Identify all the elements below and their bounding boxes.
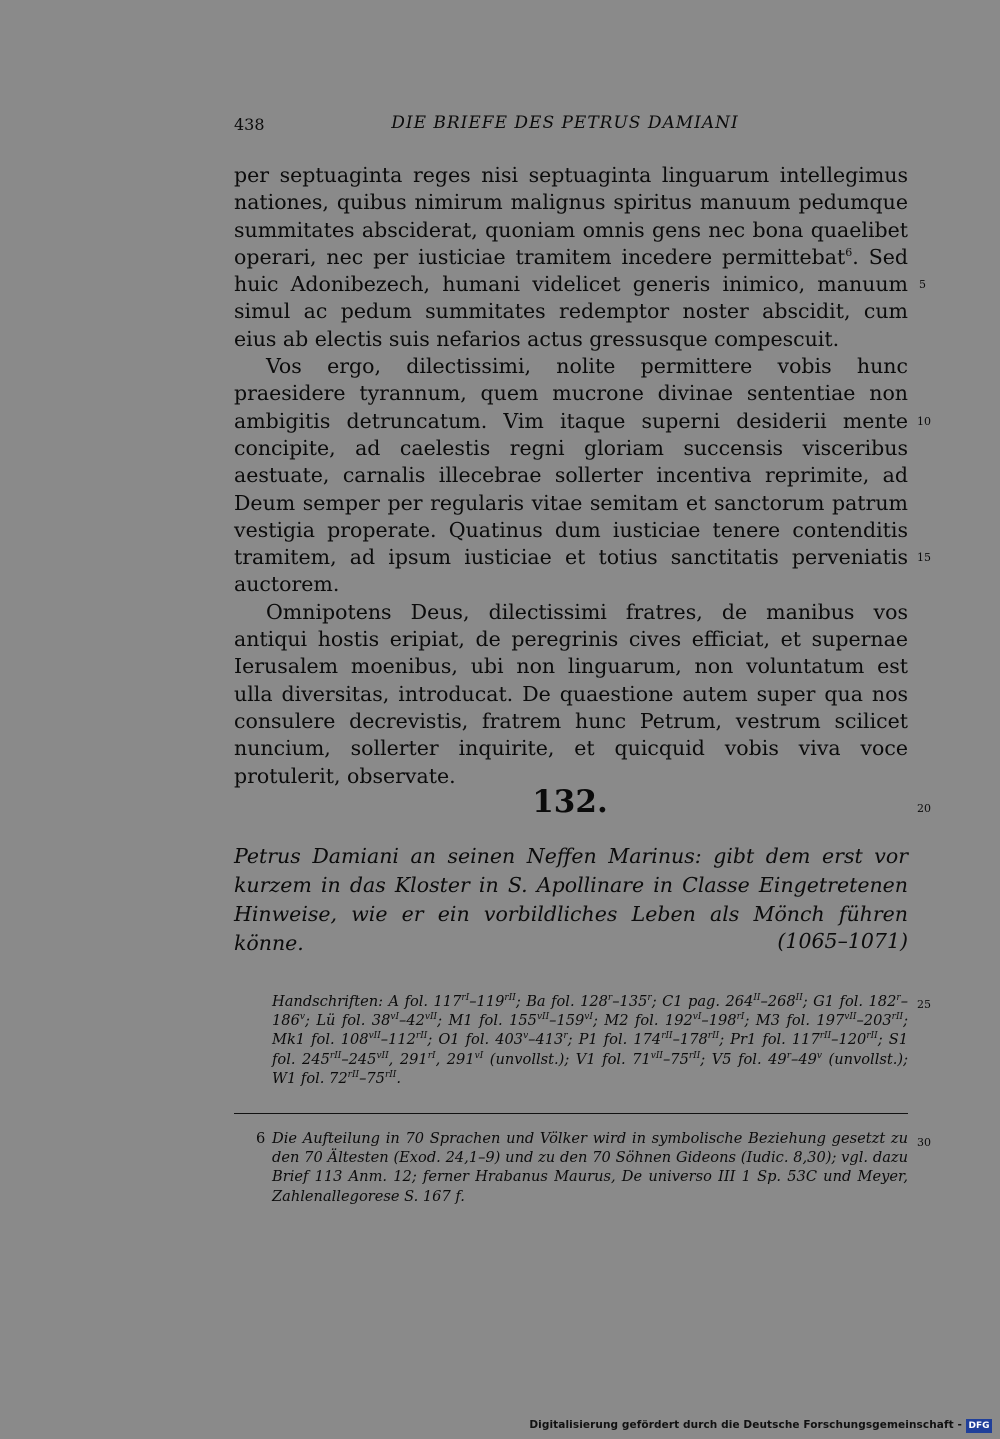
folio-side-superscript: rII (819, 1031, 832, 1042)
manuscript-text: ; Ba fol. 128 (515, 993, 608, 1010)
folio-side-superscript: vI (692, 1012, 702, 1023)
manuscript-text: ; G1 fol. 182 (802, 993, 897, 1010)
manuscript-text: –186 (272, 993, 908, 1030)
letter-date: (1065–1071) (777, 929, 908, 953)
manuscript-text: –159 (549, 1012, 585, 1030)
folio-side-superscript: r (786, 1050, 792, 1061)
folio-side-superscript: vII (424, 1012, 438, 1023)
manuscript-text: –120 (831, 1031, 867, 1049)
folio-side-superscript: vII (650, 1050, 663, 1061)
folio-side-superscript: II (753, 993, 761, 1004)
manuscript-text: –203 (856, 1012, 892, 1030)
paragraph-1 (234, 162, 908, 353)
line-number-5: 5 (919, 278, 926, 291)
paragraph-1-text: per septuaginta reges nisi septuaginta linguarum intellegimus nationes, quibus nimirum malignus spiritus manuum pedumque summitates absciderat, quoniam omnis gens nec bona quaelibet operari, nec per iusticiae tramitem incedere permittebat (234, 163, 908, 269)
line-number-25: 25 (917, 998, 931, 1011)
manuscript-text: –178 (672, 1031, 708, 1049)
folio-side-superscript: r (896, 993, 901, 1004)
manuscript-text: ; Mk1 fol. 108 (272, 1012, 908, 1049)
manuscript-text: –42 (399, 1012, 425, 1030)
manuscript-text: –112 (380, 1031, 416, 1049)
folio-side-superscript: rII (707, 1031, 720, 1042)
line-number-10: 10 (917, 415, 931, 428)
manuscript-text: –75 (359, 1069, 385, 1087)
dfg-logo: DFG (966, 1419, 992, 1433)
manuscript-text: –49 (791, 1050, 817, 1068)
folio-side-superscript: rII (504, 993, 516, 1004)
paragraph-3: Omnipotens Deus, dilectissimi fratres, de manibus vos antiqui hostis eripiat, de peregrinis cives efficiat, et supernae Ierusalem moenibus, ubi non linguarum, non voluntatum est ulla diversitas, introducat. De quaestione autem super qua nos consulere decrevistis, fratrem hunc Petrum, vestrum scilicet nuncium, sollerter inquirite, et quicquid vobis viva voce protulerit, observate. (234, 599, 908, 788)
folio-side-superscript: vI (584, 1012, 593, 1023)
folio-side-superscript: rII (384, 1069, 397, 1080)
manuscript-text: , 291 (388, 1050, 428, 1068)
folio-side-superscript: II (795, 993, 803, 1004)
manuscript-text: –135 (612, 993, 648, 1010)
manuscript-text: ; C1 pag. 264 (651, 993, 754, 1010)
manuscript-text: , 291 (435, 1050, 475, 1068)
folio-side-superscript: vII (368, 1031, 381, 1042)
manuscript-text: (unvollst.); W1 fol. 72 (272, 1050, 908, 1087)
folio-side-superscript: rI (736, 1012, 745, 1023)
folio-side-superscript: rII (891, 1012, 904, 1023)
folio-side-superscript: v (523, 1031, 529, 1042)
manuscript-text: (unvollst.); V1 fol. 71 (483, 1050, 651, 1068)
folio-side-superscript: rI (427, 1050, 436, 1061)
manuscript-text: –245 (341, 1050, 377, 1068)
manuscript-text: ; M2 fol. 192 (592, 1012, 693, 1030)
paragraph-2: Vos ergo, dilectissimi, nolite permittere vobis hunc praesidere tyrannum, quem mucrone divinae sententiae non ambigitis detruncatum. Vim itaque superni desiderii mente concipite, ad caelestis regni gloriam succensis visceribus aestuate, carnalis illecebrae sollerter incentiva reprimite, ad Deum semper per regularis vitae semitam et sanctorum patrum vestigia properate. Quatinus dum iusticiae tenere contenditis tramitem, ad ipsum iusticiae et totius sanctitatis perveniatis auctorem. (234, 354, 908, 597)
manuscript-text: –198 (701, 1012, 737, 1030)
line-number-30: 30 (917, 1136, 931, 1149)
folio-side-superscript: rII (661, 1031, 673, 1042)
folio-side-superscript: rI (461, 993, 470, 1004)
manuscript-text: ; S1 fol. 245 (272, 1031, 909, 1068)
manuscript-text: Handschriften: A fol. 117 (272, 993, 462, 1010)
folio-side-superscript: rII (329, 1050, 342, 1061)
paragraph-1-continuation: . Sed huic Adonibezech, humani videlicet generis inimico, manuum simul ac pedum summitates redemptor noster abscidit, cum eius ab electis suis nefarios actus gressusque compescuit. (234, 244, 908, 351)
folio-side-superscript: v (299, 1012, 305, 1023)
running-title: DIE BRIEFE DES PETRUS DAMIANI (391, 113, 739, 133)
folio-side-superscript: r (563, 1031, 568, 1042)
folio-side-superscript: rII (688, 1050, 701, 1061)
manuscript-text: ; V5 fol. 49 (700, 1050, 787, 1068)
manuscript-text: –268 (760, 993, 796, 1010)
letter-number: 132. (532, 784, 608, 820)
line-number-20: 20 (917, 802, 931, 815)
manuscript-text: ; Lü fol. 38 (304, 1012, 391, 1030)
folio-side-superscript: r (647, 993, 652, 1004)
funding-credit: Digitalisierung gefördert durch die Deutsche Forschungsgemeinschaft - (529, 1419, 962, 1431)
manuscript-list (272, 992, 908, 1088)
folio-side-superscript: rII (347, 1069, 360, 1080)
folio-side-superscript: vI (390, 1012, 400, 1023)
footnote-divider (234, 1113, 908, 1114)
manuscript-text: –75 (662, 1050, 689, 1068)
footnote-marker: 6 (256, 1130, 266, 1147)
folio-side-superscript: v (816, 1050, 822, 1061)
footnote-text: Die Aufteilung in 70 Sprachen und Völker wird in symbolische Beziehung gesetzt zu den 70 Ältesten (Exod. 24,1–9) und zu den 70 Söhnen Gideons (Iudic. 8,30); vgl. dazu Brief 113 Anm. 12; ferner Hrabanus Maurus, De universo III 1 Sp. 53C und Meyer, Zahlenallegorese S. 167 f. (272, 1130, 908, 1205)
manuscript-text: ; Pr1 fol. 117 (719, 1031, 820, 1049)
folio-side-superscript: rII (415, 1031, 428, 1042)
manuscript-text: –413 (528, 1031, 564, 1049)
line-number-15: 15 (917, 551, 931, 564)
manuscript-text: . (396, 1069, 401, 1087)
folio-side-superscript: rII (866, 1031, 878, 1042)
page-number: 438 (234, 115, 265, 134)
letter-summary: Petrus Damiani an seinen Neffen Marinus: gibt dem erst vor kurzem in das Kloster in S. Apollinare in Classe Eingetretenen Hinweise, wie er ein vorbildliches Leben als Mönch führen könne. (234, 844, 908, 955)
folio-side-superscript: vII (536, 1012, 550, 1023)
letter-body (234, 162, 908, 790)
footnote-reference[interactable]: 6 (845, 246, 853, 260)
manuscript-text: ; M3 fol. 197 (744, 1012, 845, 1030)
footnote-6 (234, 1129, 908, 1206)
manuscript-text: ; O1 fol. 403 (427, 1031, 524, 1049)
folio-side-superscript: vII (844, 1012, 857, 1023)
folio-side-superscript: vII (376, 1050, 389, 1061)
manuscript-text: –119 (469, 993, 505, 1010)
folio-side-superscript: r (607, 993, 613, 1004)
manuscript-text: ; M1 fol. 155 (437, 1012, 537, 1030)
manuscript-text: ; P1 fol. 174 (567, 1031, 662, 1049)
folio-side-superscript: vI (474, 1050, 484, 1061)
